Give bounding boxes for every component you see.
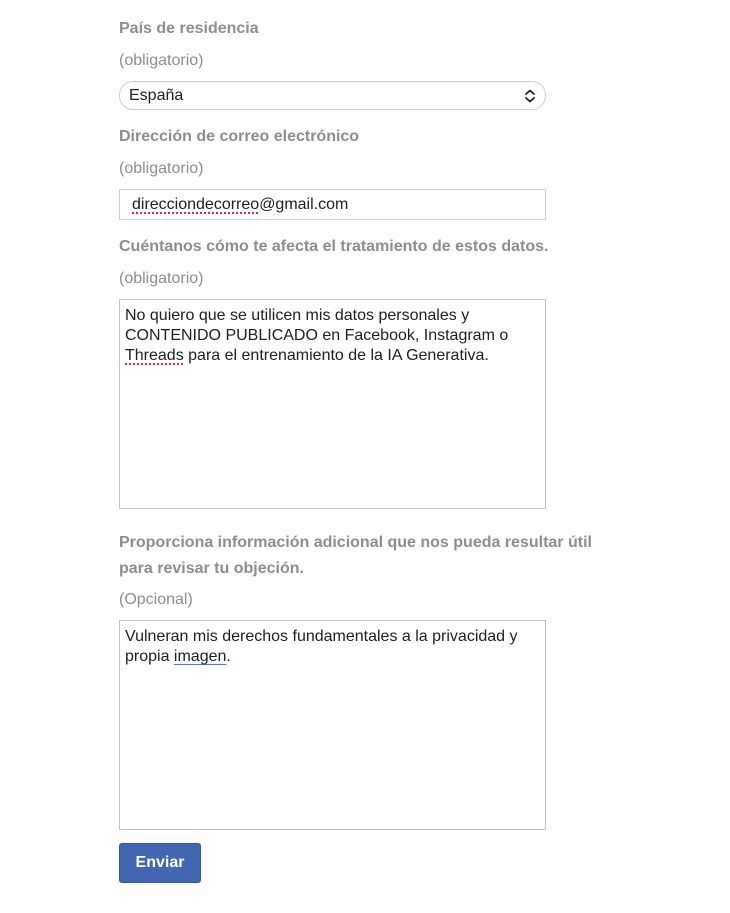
- email-value-misspelled: direcciondecorreo: [132, 196, 260, 213]
- additional-label: Proporciona información adicional que nos pueda resultar útil para revisar tu objeción.: [119, 534, 592, 577]
- impact-text-line: CONTENIDO PUBLICADO en Facebook, Instagram o: [125, 327, 509, 344]
- chevron-up-down-icon: [523, 88, 537, 104]
- additional-flagged-word: imagen: [173, 648, 227, 665]
- impact-required-hint: (obligatorio): [119, 270, 204, 287]
- impact-misspelled-word: Threads: [125, 347, 184, 364]
- email-required-hint: (obligatorio): [119, 160, 204, 177]
- impact-text-line: No quiero que se utilicen mis datos personales y: [125, 307, 470, 324]
- additional-text-line: propia imagen.: [125, 648, 231, 665]
- impact-label: Cuéntanos cómo te afecta el tratamiento de estos datos.: [119, 238, 549, 255]
- impact-text-line: Threads para el entrenamiento de la IA Generativa.: [125, 347, 489, 364]
- email-label: Dirección de correo electrónico: [119, 128, 360, 145]
- country-selected-value: España: [129, 87, 184, 104]
- additional-optional-hint: (Opcional): [119, 591, 193, 608]
- impact-textarea[interactable]: [119, 299, 546, 509]
- email-field[interactable]: [119, 189, 546, 220]
- country-label: País de residencia: [119, 20, 259, 37]
- additional-text-line: Vulneran mis derechos fundamentales a la privacidad y: [125, 628, 518, 645]
- country-select[interactable]: [119, 81, 546, 110]
- country-required-hint: (obligatorio): [119, 52, 204, 69]
- additional-textarea[interactable]: [119, 620, 546, 830]
- submit-button[interactable]: Enviar: [119, 843, 201, 883]
- email-value-domain: @gmail.com: [259, 196, 349, 213]
